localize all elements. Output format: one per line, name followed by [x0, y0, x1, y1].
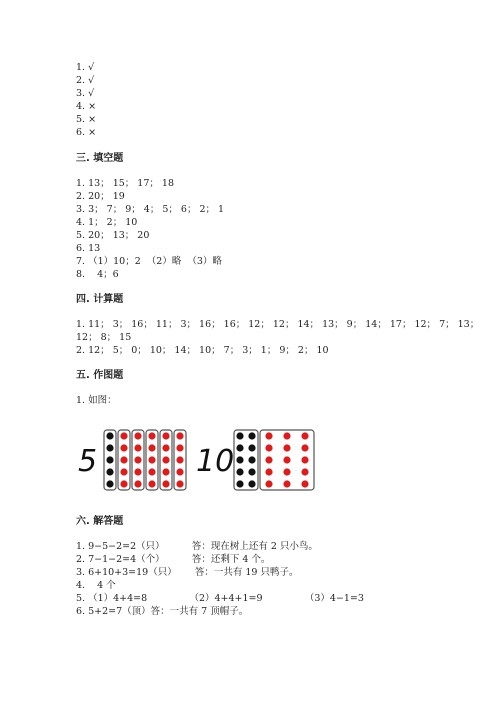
counter-dot: [162, 480, 169, 487]
counter-dot: [301, 480, 308, 487]
counter-dot: [265, 432, 272, 439]
word-answer-5: 5. （1）4+4=8 （2）4+4+1=9 （3）4−1=3: [76, 593, 364, 604]
counter-dot: [265, 480, 272, 487]
counter-dot: [106, 480, 113, 487]
counter-dot: [134, 444, 141, 451]
counter-dot: [301, 456, 308, 463]
counter-dot: [120, 432, 127, 439]
number-ten: 10: [196, 444, 235, 479]
counter-dot: [283, 444, 290, 451]
judge-answer-2: 2. √: [76, 75, 95, 86]
drawing-answer-1: 1. 如图：: [76, 395, 117, 406]
section-title-drawing: 五. 作图题: [76, 370, 124, 381]
calc-answer-1-cont: 12； 8； 15: [76, 332, 132, 343]
counter-dot: [236, 444, 243, 451]
counter-dot: [134, 456, 141, 463]
section-title-fill-blank: 三. 填空题: [76, 153, 124, 164]
counter-dot: [106, 444, 113, 451]
counter-dot: [301, 468, 308, 475]
counter-dot: [106, 432, 113, 439]
counter-dot: [248, 432, 255, 439]
section-title-calculation: 四. 计算题: [76, 294, 124, 305]
fill-answer-2: 2. 20； 19: [76, 191, 125, 202]
fill-answer-1: 1. 13； 15； 17； 18: [76, 178, 174, 189]
counter-dot: [134, 432, 141, 439]
counter-dot: [248, 480, 255, 487]
counter-dot: [176, 468, 183, 475]
counter-dot: [283, 456, 290, 463]
counter-dot: [236, 432, 243, 439]
number-five: 5: [78, 444, 98, 479]
counter-dot: [301, 444, 308, 451]
counter-dot: [148, 444, 155, 451]
counter-dot: [134, 480, 141, 487]
fill-answer-3: 3. 3； 7； 9； 4； 5； 6； 2； 1: [76, 204, 225, 215]
judge-answer-6: 6. ×: [76, 127, 97, 138]
word-answer-2: 2. 7−1−2=4（个） 答：还剩下 4 个。: [76, 554, 271, 565]
counter-dot: [162, 444, 169, 451]
counter-dot: [120, 456, 127, 463]
word-answer-6: 6. 5+2=7（顶）答：一共有 7 顶帽子。: [76, 606, 249, 617]
fill-answer-7: 7. （1）10；2 （2）略 （3）略: [76, 256, 222, 267]
counter-dot: [162, 456, 169, 463]
fill-answer-6: 6. 13: [76, 243, 101, 254]
counter-dot: [176, 456, 183, 463]
ten-frame-figure: [72, 426, 332, 500]
counter-dot: [162, 468, 169, 475]
fill-answer-8: 8. 4；6: [76, 269, 119, 280]
counter-dot: [120, 468, 127, 475]
counter-dot: [148, 432, 155, 439]
counter-dot: [148, 456, 155, 463]
right-ten-frames: [234, 430, 314, 490]
counter-dot: [248, 456, 255, 463]
counter-dot: [134, 468, 141, 475]
counter-dot: [248, 444, 255, 451]
left-ten-frames: [104, 430, 186, 490]
judge-answer-4: 4. ×: [76, 101, 97, 112]
counter-dot: [248, 468, 255, 475]
fill-answer-4: 4. 1； 2； 10: [76, 217, 138, 228]
counter-dot: [283, 468, 290, 475]
counter-dot: [265, 456, 272, 463]
counter-dot: [176, 480, 183, 487]
counter-dot: [283, 480, 290, 487]
calc-answer-2: 2. 12； 5； 0； 10； 14； 10； 7； 3； 1； 9； 2； 10: [76, 345, 329, 356]
judge-answer-3: 3. √: [76, 88, 95, 99]
counter-dot: [120, 480, 127, 487]
counter-dot: [176, 432, 183, 439]
word-answer-4: 4. 4 个: [76, 580, 116, 591]
section-title-word-problems: 六. 解答题: [76, 516, 124, 527]
judge-answer-1: 1. √: [76, 62, 95, 73]
counter-dot: [236, 480, 243, 487]
counter-dot: [265, 444, 272, 451]
calc-answer-1: 1. 11； 3； 16； 11； 3； 16； 16； 12； 12； 14； 13； 9； 14； 17； 12； 7； 13；: [76, 319, 480, 330]
counter-dot: [148, 480, 155, 487]
counter-dot: [106, 456, 113, 463]
counter-dot: [176, 444, 183, 451]
ten-frame-illustration: [72, 426, 332, 496]
counter-dot: [148, 468, 155, 475]
counter-dot: [236, 468, 243, 475]
fill-answer-5: 5. 20； 13； 20: [76, 230, 150, 241]
judge-answer-5: 5. ×: [76, 114, 97, 125]
counter-dot: [236, 456, 243, 463]
counter-dot: [106, 468, 113, 475]
counter-dot: [301, 432, 308, 439]
counter-dot: [120, 444, 127, 451]
counter-dot: [162, 432, 169, 439]
word-answer-1: 1. 9−5−2=2（只） 答：现在树上还有 2 只小鸟。: [76, 541, 318, 552]
counter-dot: [265, 468, 272, 475]
counter-dot: [283, 432, 290, 439]
word-answer-3: 3. 6+10+3=19（只） 答：一共有 19 只鸭子。: [76, 567, 299, 578]
